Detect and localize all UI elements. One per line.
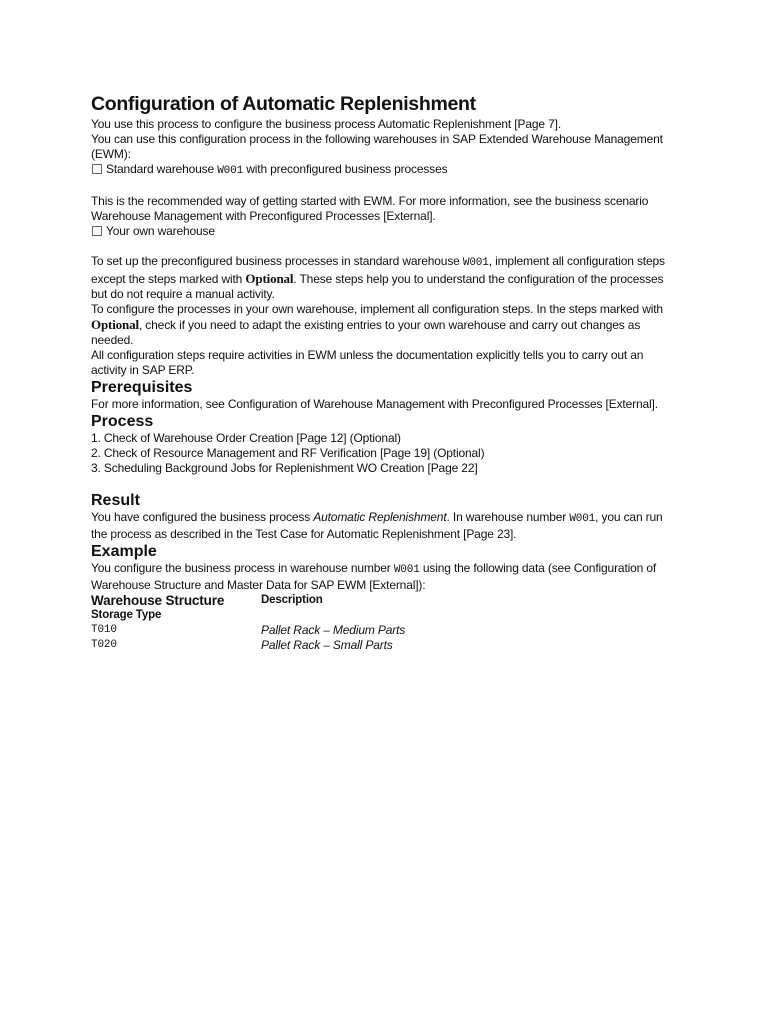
example-heading: Example	[91, 543, 157, 560]
process-steps	[91, 431, 681, 476]
process-step[interactable]: 3. Scheduling Background Jobs for Replenishment WO Creation [Page 22]	[91, 461, 478, 475]
bullet-box-icon	[92, 164, 102, 174]
table-header-description: Description	[261, 594, 323, 606]
table-row-code: T010	[91, 624, 117, 636]
automatic-replenishment-link[interactable]: Automatic Replenishment [Page 7]	[377, 117, 558, 131]
warehouse-code: W001	[217, 165, 244, 177]
table-subheader-storage-type: Storage Type	[91, 609, 162, 621]
process-heading: Process	[91, 413, 154, 430]
example-text: You configure the business process in warehouse number W001 using the following data (see Configuration of Warehouse Structure and Master Data for SAP EWM [External]):	[91, 561, 657, 592]
bullet-own-warehouse: Your own warehouse	[91, 224, 681, 239]
process-step[interactable]: 2. Check of Resource Management and RF Verification [Page 19] (Optional)	[91, 446, 485, 460]
bullet-box-icon	[92, 226, 102, 236]
warehouse-code: W001	[462, 257, 489, 269]
warehouse-structure-table	[91, 593, 681, 653]
erp-paragraph: All configuration steps require activities in EWM unless the documentation explicitly tells you to carry out an activity in SAP ERP.	[91, 348, 644, 377]
warehouse-code: W001	[393, 564, 420, 576]
warehouse-code: W001	[569, 513, 596, 525]
table-row-description: Pallet Rack – Medium Parts	[261, 623, 406, 637]
process-step[interactable]: 1. Check of Warehouse Order Creation [Page 12] (Optional)	[91, 431, 401, 445]
page-title: Configuration of Automatic Replenishment	[91, 93, 476, 115]
recommended-paragraph: This is the recommended way of getting started with EWM. For more information, see the business scenario Warehouse Management with Preconfigured Processes [External].	[91, 194, 649, 223]
prerequisites-text: For more information, see Configuration of Warehouse Management with Preconfigured Processes [External].	[91, 397, 658, 411]
table-row-description: Pallet Rack – Small Parts	[261, 638, 393, 652]
own-warehouse-paragraph: To configure the processes in your own warehouse, implement all configuration steps. In the steps marked with Optional, check if you need to adapt the existing entries to your own warehouse and carry out changes as needed.	[91, 302, 663, 347]
intro-line-1: You use this process to configure the business process Automatic Replenishment [Page 7].	[91, 117, 561, 131]
intro-line-2: You can use this configuration process in the following warehouses in SAP Extended Warehouse Management (EWM):	[91, 132, 663, 161]
document-page	[91, 92, 681, 653]
result-text: You have configured the business process Automatic Replenishment. In warehouse number W001, you can run the process as described in the Test Case for Automatic Replenishment [Page 23].	[91, 510, 663, 541]
bullet-standard-warehouse: Standard warehouse W001 with preconfigured business processes	[91, 162, 681, 179]
setup-paragraph: To set up the preconfigured business processes in standard warehouse W001, implement all configuration steps except the steps marked with Optional. These steps help you to understand the configuration of the processes but do not require a manual activity.	[91, 254, 665, 301]
prerequisites-heading: Prerequisites	[91, 379, 193, 396]
optional-label: Optional	[245, 271, 294, 286]
result-heading: Result	[91, 492, 140, 509]
table-header-structure: Warehouse Structure	[91, 593, 225, 608]
intro-section	[91, 117, 681, 378]
optional-label: Optional	[91, 317, 139, 332]
table-row-code: T020	[91, 639, 117, 651]
